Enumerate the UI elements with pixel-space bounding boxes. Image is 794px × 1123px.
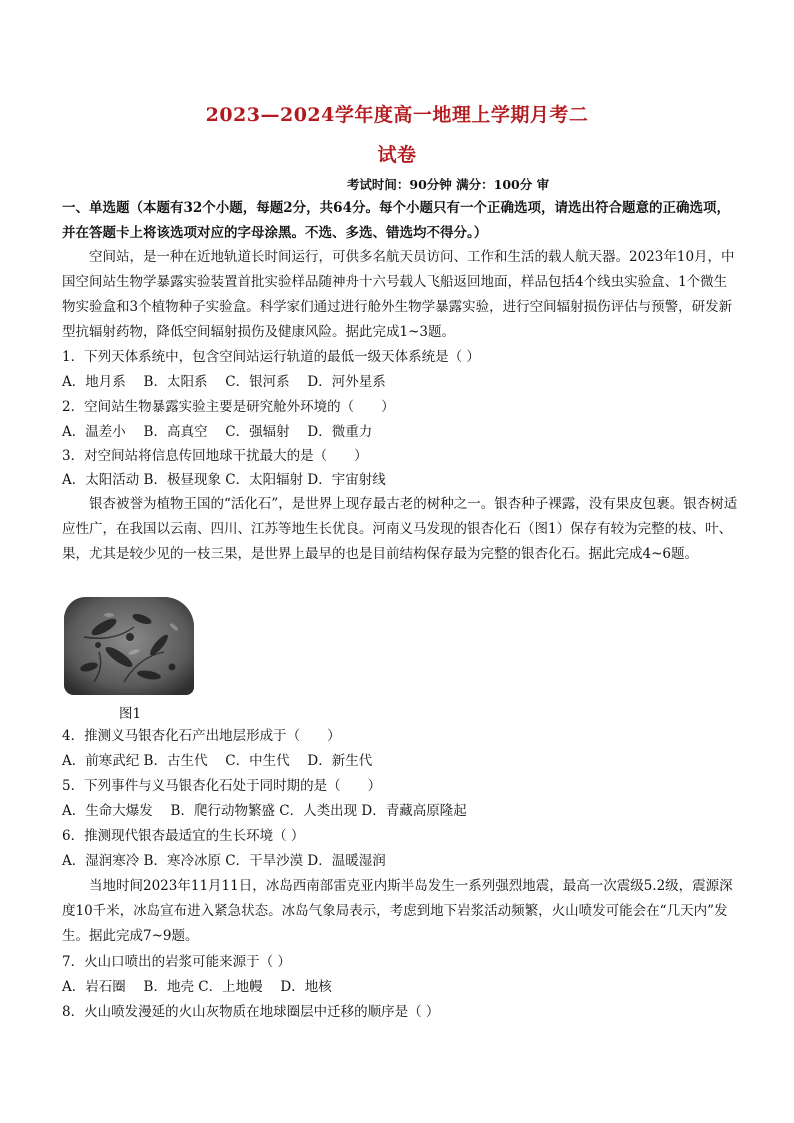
figure-caption: 图1 — [119, 706, 142, 722]
question-3-stem: 3．对空间站将信息传回地球干扰最大的是（ ） — [62, 448, 368, 464]
passage-ginkgo: 银杏被誉为植物王国的“活化石”，是世界上现存最古老的树种之一。银杏种子裸露，没有果皮包裹。银杏树适应性广，在我国以云南、四川、江苏等地生长优良。河南义马发现的银杏化石（图1）保存有较为完整的枝、叶、果，尤其是较少见的一枝三果，是世界上最早的也是目前结构保存最为完整的银杏化石。据此完成4~6题。 — [62, 496, 738, 562]
question-2-options: A．温差小 B．高真空 C．强辐射 D．微重力 — [62, 424, 373, 440]
question-1-options: A．地月系 B．太阳系 C．银河系 D．河外星系 — [62, 374, 386, 390]
ginkgo-fossil-image — [64, 597, 194, 695]
question-4-options: A．前寒武纪 B．古生代 C．中生代 D．新生代 — [62, 753, 373, 769]
section-heading: 一、单选题（本题有32个小题，每题2分，共64分。每个小题只有一个正确选项，请选出符合题意的正确选项，并在答题卡上将该选项对应的字母涂黑。不选、多选、错选均不得分。） — [62, 200, 730, 241]
question-8-stem: 8．火山喷发漫延的火山灰物质在地球圈层中迁移的顺序是（ ） — [62, 1004, 440, 1020]
question-1-stem: 1．下列天体系统中，包含空间站运行轨道的最低一级天体系统是（ ） — [62, 349, 480, 365]
question-3-options: A．太阳活动 B．极昼现象 C．太阳辐射 D．宇宙射线 — [62, 472, 386, 488]
question-4-stem: 4．推测义马银杏化石产出地层形成于（ ） — [62, 728, 341, 744]
exam-title: 2023—2024学年度高一地理上学期月考二 — [205, 104, 589, 126]
question-7-options: A．岩石圈 B．地壳 C．上地幔 D．地核 — [62, 979, 332, 995]
exam-info: 考试时间：90分钟 满分：100分 审 — [346, 177, 550, 192]
question-6-stem: 6．推测现代银杏最适宜的生长环境（ ） — [62, 828, 305, 844]
question-2-stem: 2．空间站生物暴露实验主要是研究舱外环境的（ ） — [62, 399, 395, 415]
exam-subtitle: 试卷 — [377, 144, 417, 166]
passage-space-station: 空间站，是一种在近地轨道长时间运行，可供多名航天员访问、工作和生活的载人航天器。2023年10月，中国空间站生物学暴露实验装置首批实验样品随神舟十六号载人飞船返回地面，样品包括4个线虫实验盒、1个微生物实验盒和3个植物种子实验盒。科学家们通过进行舱外生物学暴露实验，进行空间辐射损伤评估与预警，研发新型抗辐射药物，降低空间辐射损伤及健康风险。据此完成1~3题。 — [62, 249, 735, 340]
question-6-options: A．湿润寒冷 B．寒冷冰原 C．干旱沙漠 D．温暖湿润 — [62, 853, 386, 869]
passage-iceland-volcano: 当地时间2023年11月11日，冰岛西南部雷克亚内斯半岛发生一系列强烈地震，最高一次震级5.2级，震源深度10千米，冰岛宣布进入紧急状态。冰岛气象局表示，考虑到地下岩浆活动频繁，火山喷发可能会在“几天内”发生。据此完成7~9题。 — [62, 878, 733, 944]
question-7-stem: 7．火山口喷出的岩浆可能来源于（ ） — [62, 954, 291, 970]
question-5-stem: 5．下列事件与义马银杏化石处于同时期的是（ ） — [62, 778, 382, 794]
question-5-options: A．生命大爆发 B．爬行动物繁盛 C．人类出现 D．青藏高原隆起 — [62, 803, 467, 819]
